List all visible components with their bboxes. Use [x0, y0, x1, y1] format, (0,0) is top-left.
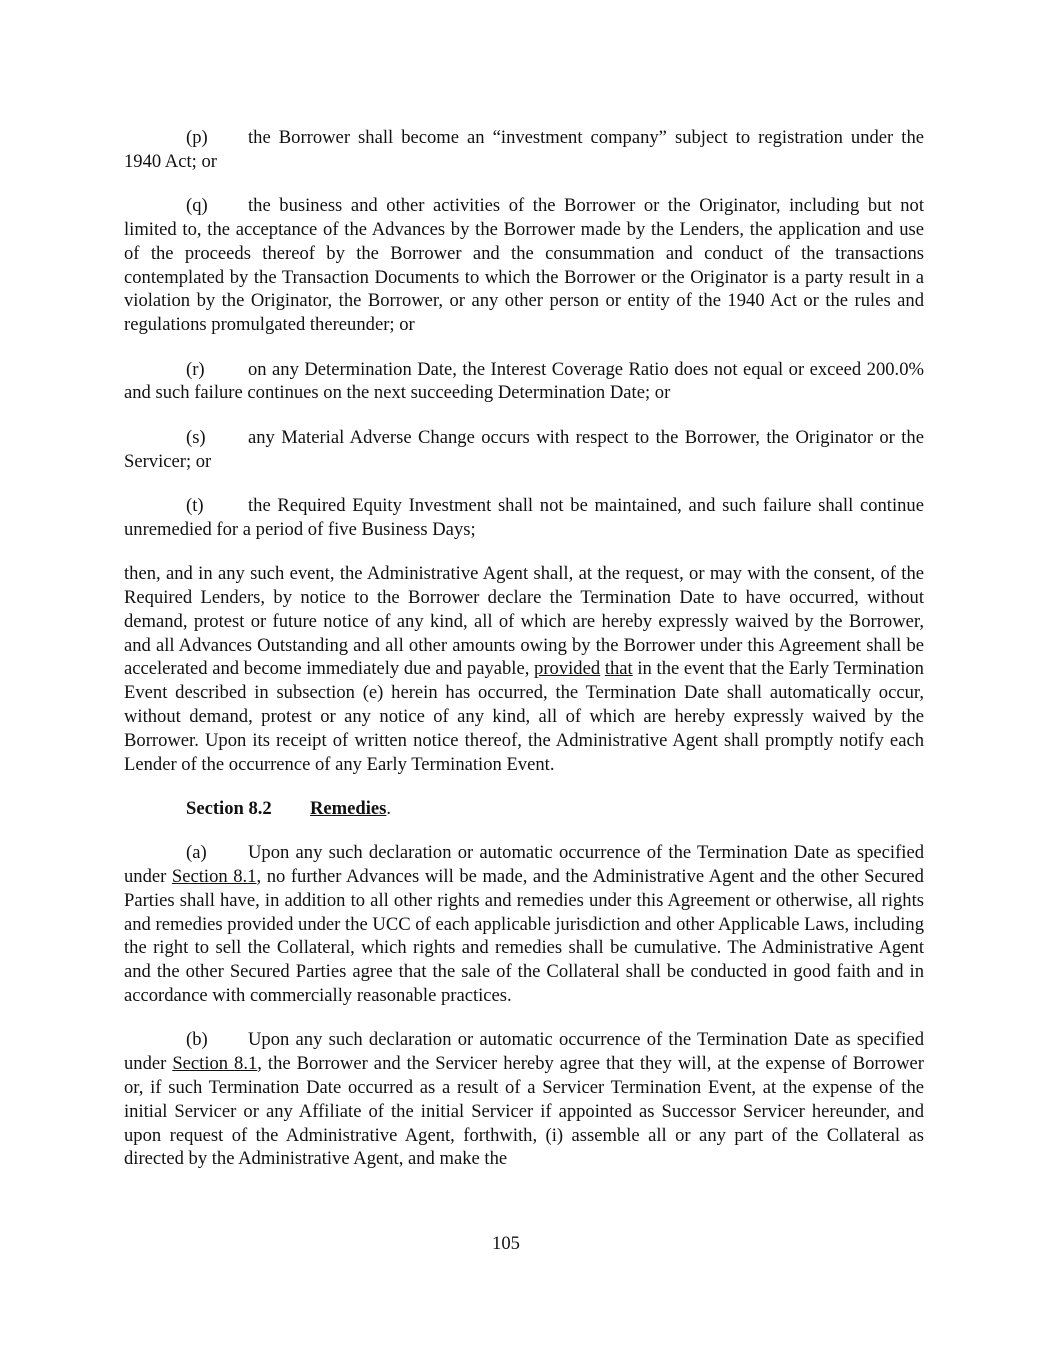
section-reference: Section 8.1: [172, 1053, 258, 1075]
clause-text: on any Determination Date, the Interest Coverage Ratio does not equal or exceed 200.0% and such failure continues on the next succeeding Determination Date; or: [124, 358, 924, 404]
then-text-2: in the event that the Early Termination Event described in subsection (e) herein has occurred, the Termination Date shall automatically occur, without demand, protest or any notice of any kind, all of which are hereby expressly waived by the Borrower. Upon its receipt of written notice thereof, the Administrative Agent shall promptly notify each Lender of the occurrence of any Early Termination Event.: [124, 658, 924, 775]
remedy-text-post: , the Borrower and the Servicer hereby agree that they will, at the expense of Borrower or, if such Termination Date occurred as a result of a Servicer Termination Event, at the expense of the initial Servicer or any Affiliate of the initial Servicer if appointed as Successor Servicer hereunder, and upon request of the Administrative Agent, forthwith, (i) assemble all or any part of the Collateral as directed by the Administrative Agent, and make the: [124, 1053, 924, 1170]
remedy-text-post: , no further Advances will be made, and the Administrative Agent and the other Secured Parties shall have, in addition to all other rights and remedies under this Agreement or otherwise, all rights and remedies provided under the UCC of each applicable jurisdiction and other Applicable Laws, including the right to sell the Collateral, which rights and remedies shall be cumulative. The Administrative Agent and the other Secured Parties agree that the sale of the Collateral shall be conducted in good faith and in accordance with commercially reasonable practices.: [124, 866, 924, 1007]
clause-s: [124, 426, 924, 474]
then-text-1: then, and in any such event, the Administrative Agent shall, at the request, or may with the consent, of the Required Lenders, by notice to the Borrower declare the Termination Date to have occurred, without demand, protest or future notice of any kind, all of which are hereby expressly waived by the Borrower, and all Advances Outstanding and all other amounts owing by the Borrower under this Agreement shall be accelerated and become immediately due and payable,: [124, 563, 924, 680]
that-term: that: [604, 658, 633, 680]
clause-label: (b): [186, 1029, 208, 1051]
clause-label: (s): [186, 426, 206, 448]
clause-t: [124, 494, 924, 542]
clause-r: [124, 358, 924, 406]
provided-term: provided: [534, 658, 601, 680]
section-period: .: [386, 797, 392, 819]
clause-text: the business and other activities of the Borrower or the Originator, including but not limited to, the acceptance of the Advances by the Borrower made by the Lenders, the application and use of the proceeds thereof by the Borrower and the consummation and conduct of the transactions contemplated by the Transaction Documents to which the Borrower or the Originator is a party result in a violation by the Originator, the Borrower, or any other person or entity of the 1940 Act or the rules and regulations promulgated thereunder; or: [124, 195, 924, 336]
clause-text: any Material Adverse Change occurs with respect to the Borrower, the Originator or the Servicer; or: [124, 426, 924, 472]
clause-p: [124, 126, 924, 174]
remedy-b: [124, 1028, 924, 1171]
section-heading: [124, 797, 924, 821]
remedy-text-pre: Upon any such declaration or automatic occurrence of the Termination Date as specified under: [124, 1029, 924, 1075]
clause-q: [124, 194, 924, 337]
section-number: Section 8.2: [186, 797, 272, 819]
clause-label: (r): [186, 358, 205, 380]
remedy-a: [124, 841, 924, 1008]
clause-label: (t): [186, 494, 204, 516]
then-paragraph: [124, 562, 924, 776]
clause-label: (a): [186, 842, 207, 864]
section-title: Remedies: [310, 797, 387, 819]
document-page: [124, 126, 924, 1171]
clause-text: the Borrower shall become an “investment company” subject to registration under the 1940 Act; or: [124, 127, 924, 172]
clause-text: the Required Equity Investment shall not be maintained, and such failure shall continue unremedied for a period of five Business Days;: [124, 494, 924, 540]
page-number: 105: [492, 1233, 520, 1254]
clause-label: (q): [186, 195, 208, 217]
clause-label: (p): [186, 127, 208, 148]
section-reference: Section 8.1: [171, 866, 257, 888]
remedy-text-pre: Upon any such declaration or automatic occurrence of the Termination Date as specified under: [124, 842, 924, 888]
